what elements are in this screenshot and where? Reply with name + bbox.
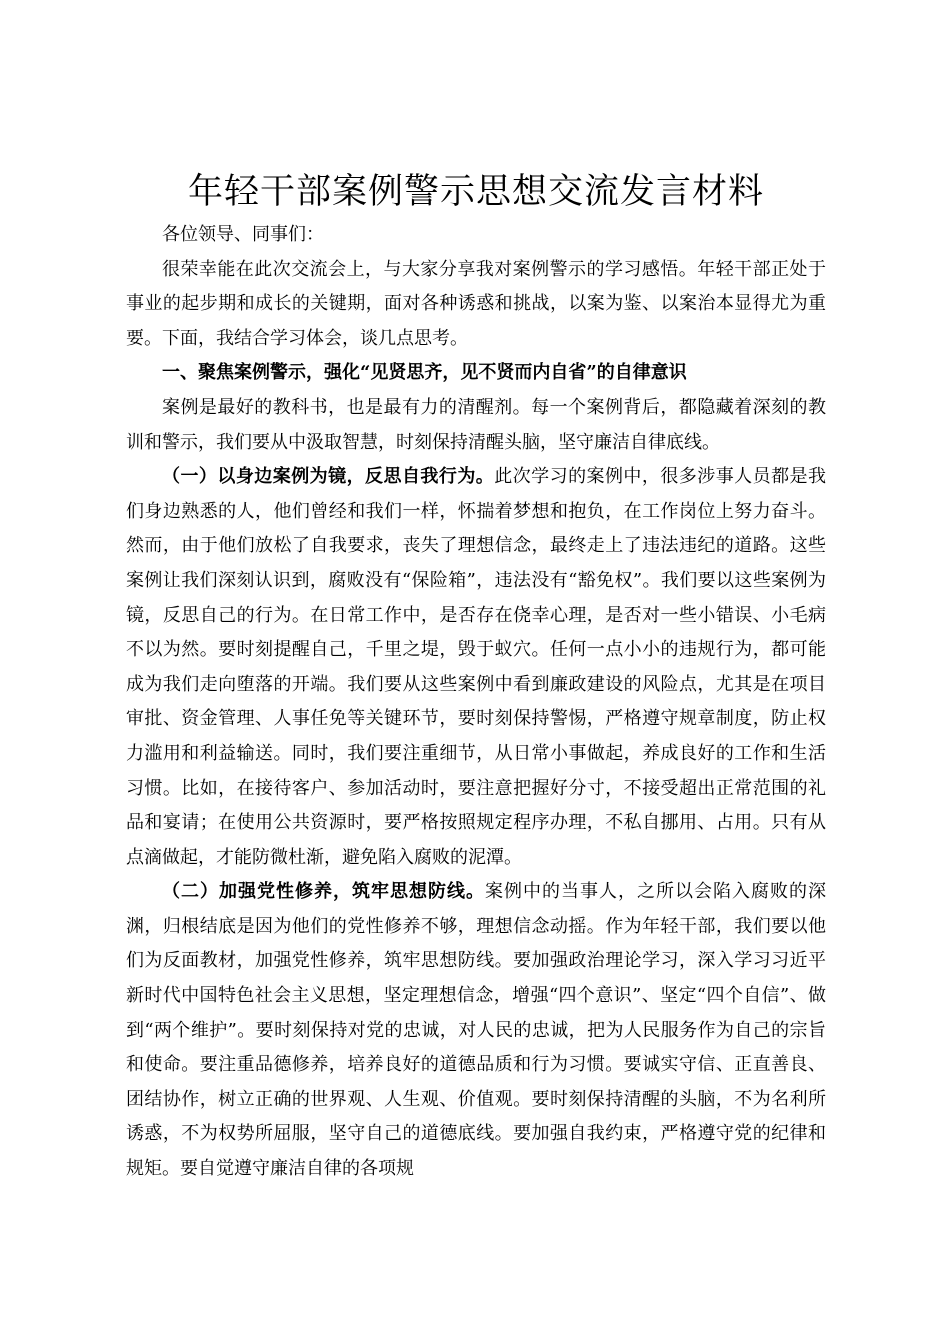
salutation: 各位领导、同事们： bbox=[162, 224, 324, 245]
subsection-2-paragraph bbox=[126, 875, 826, 1186]
section-1-paragraph: 案例是最好的教科书，也是最有力的清醒剂。每一个案例背后，都隐藏着深刻的教训和警示，我们要从中汲取智慧，时刻保持清醒头脑，坚守廉洁自律底线。 bbox=[126, 396, 826, 453]
document-page bbox=[126, 168, 826, 1187]
subsection-1-lead: （一）以身边案例为镜，反思自我行为。 bbox=[162, 466, 495, 488]
subsection-1-paragraph bbox=[126, 460, 826, 875]
subsection-1-body: 此次学习的案例中，很多涉事人员都是我们身边熟悉的人，他们曾经和我们一样，怀揣着梦想和抱负，在工作岗位上努力奋斗。然而，由于他们放松了自我要求，丧失了理想信念，最终走上了违法违纪的道路。这些案例让我们深刻认识到，腐败没有“保险箱”，违法没有“豁免权”。我们要以这些案例为镜，反思自己的行为。在日常工作中，是否存在侥幸心理，是否对一些小错误、小毛病不以为然。要时刻提醒自己，千里之堤，毁于蚁穴。任何一点小小的违规行为，都可能成为我们走向堕落的开端。我们要从这些案例中看到廉政建设的风险点，尤其是在项目审批、资金管理、人事任免等关键环节，要时刻保持警惕，严格遵守规章制度，防止权力滥用和利益输送。同时，我们要注重细节，从日常小事做起，养成良好的工作和生活习惯。比如，在接待客户、参加活动时，要注意把握好分寸，不接受超出正常范围的礼品和宴请；在使用公共资源时，要严格按照规定程序办理，不私自挪用、占用。只有从点滴做起，才能防微杜渐，避免陷入腐败的泥潭。 bbox=[126, 466, 827, 868]
subsection-2-body: 案例中的当事人，之所以会陷入腐败的深渊，归根结底是因为他们的党性修养不够，理想信念动摇。作为年轻干部，我们要以他们为反面教材，加强党性修养，筑牢思想防线。要加强政治理论学习，深入学习习近平新时代中国特色社会主义思想，坚定理想信念，增强“四个意识”、坚定“四个自信”、做到“两个维护”。要时刻保持对党的忠诚，对人民的忠诚，把为人民服务作为自己的宗旨和使命。要注重品德修养，培养良好的道德品质和行为习惯。要诚实守信、正直善良、团结协作，树立正确的世界观、人生观、价值观。要时刻保持清醒的头脑，不为名利所诱惑，不为权势所屈服，坚守自己的道德底线。要加强自我约束，严格遵守党的纪律和规矩。要自觉遵守廉洁自律的各项规 bbox=[126, 881, 826, 1180]
subsection-2-lead: （二）加强党性修养，筑牢思想防线。 bbox=[162, 881, 485, 903]
section-1-heading: 一、聚焦案例警示，强化“见贤思齐，见不贤而内自省”的自律意识 bbox=[162, 362, 687, 384]
document-title: 年轻干部案例警示思想交流发言材料 bbox=[187, 172, 764, 212]
intro-paragraph: 很荣幸能在此次交流会上，与大家分享我对案例警示的学习感悟。年轻干部正处于事业的起步期和成长的关键期，面对各种诱惑和挑战，以案为鉴、以案治本显得尤为重要。下面，我结合学习体会，谈几点思考。 bbox=[126, 258, 826, 349]
